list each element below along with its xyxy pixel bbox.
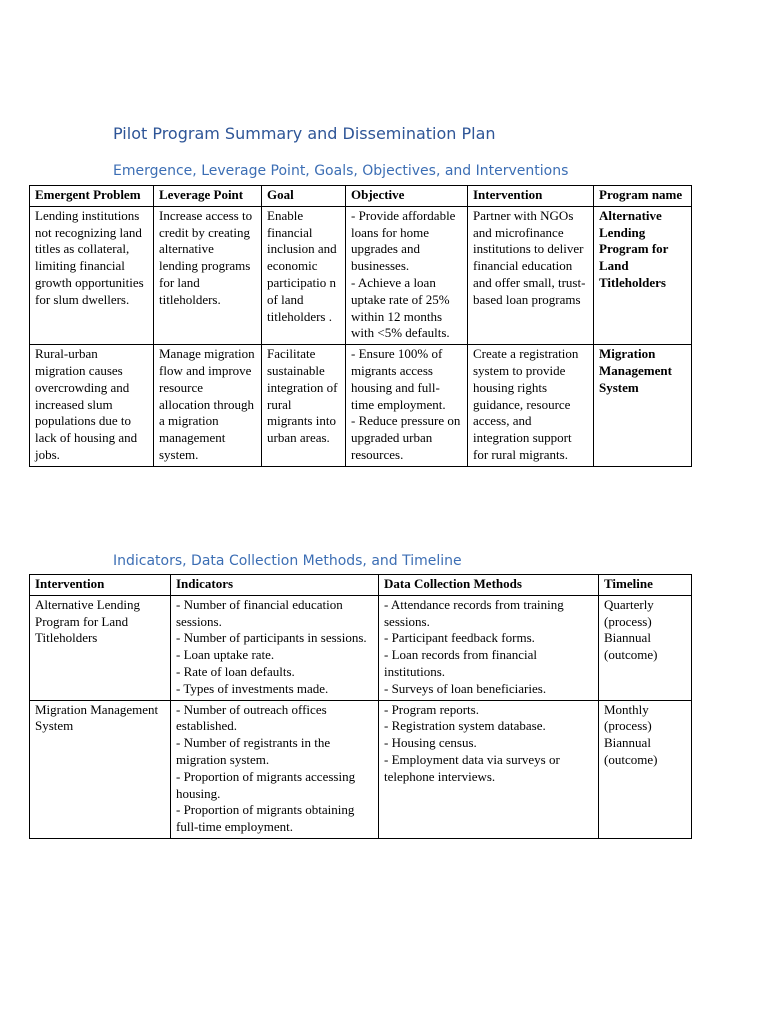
cell-methods: - Program reports. - Registration system database. - Housing census. - Employment data via surveys or telephone interviews. — [379, 700, 599, 838]
cell-methods: - Attendance records from training sessions. - Participant feedback forms. - Loan records from financial institutions. - Surveys of loan beneficiaries. — [379, 595, 599, 700]
cell-intervention: Alternative Lending Program for Land Titleholders — [30, 595, 171, 700]
cell-intervention: Partner with NGOs and microfinance institutions to deliver financial education and offer small, trust-based loan programs — [468, 206, 594, 344]
interventions-table — [29, 185, 692, 467]
table-header-row — [30, 186, 692, 207]
column-header: Emergent Problem — [30, 186, 154, 207]
column-header: Program name — [594, 186, 692, 207]
cell-leverage: Manage migration flow and improve resource allocation through a migration management system. — [154, 345, 262, 467]
cell-timeline: Quarterly (process) Biannual (outcome) — [599, 595, 692, 700]
indicators-table — [29, 574, 692, 839]
cell-goal: Facilitate sustainable integration of rural migrants into urban areas. — [262, 345, 346, 467]
cell-intervention: Migration Management System — [30, 700, 171, 838]
cell-intervention: Create a registration system to provide housing rights guidance, resource access, and integration support for rural migrants. — [468, 345, 594, 467]
cell-problem: Lending institutions not recognizing land titles as collateral, limiting financial growth opportunities for slum dwellers. — [30, 206, 154, 344]
column-header: Timeline — [599, 575, 692, 596]
column-header: Data Collection Methods — [379, 575, 599, 596]
table-row — [30, 345, 692, 467]
table-header-row — [30, 575, 692, 596]
column-header: Goal — [262, 186, 346, 207]
column-header: Indicators — [171, 575, 379, 596]
table-row — [30, 206, 692, 344]
column-header: Objective — [346, 186, 468, 207]
cell-objective: - Provide affordable loans for home upgrades and businesses. - Achieve a loan uptake rate of 25% within 12 months with <5% defaults. — [346, 206, 468, 344]
cell-leverage: Increase access to credit by creating alternative lending programs for land titleholders. — [154, 206, 262, 344]
column-header: Intervention — [468, 186, 594, 207]
table-row — [30, 700, 692, 838]
table-row — [30, 595, 692, 700]
cell-objective: - Ensure 100% of migrants access housing and full-time employment. - Reduce pressure on upgraded urban resources. — [346, 345, 468, 467]
cell-timeline: Monthly (process) Biannual (outcome) — [599, 700, 692, 838]
section-heading-indicators: Indicators, Data Collection Methods, and Timeline — [113, 553, 462, 569]
cell-problem: Rural-urban migration causes overcrowding and increased slum populations due to lack of housing and jobs. — [30, 345, 154, 467]
column-header: Intervention — [30, 575, 171, 596]
cell-goal: Enable financial inclusion and economic participatio n of land titleholders . — [262, 206, 346, 344]
cell-program-name: Alternative Lending Program for Land Titleholders — [594, 206, 692, 344]
cell-indicators: - Number of outreach offices established. - Number of registrants in the migration system. - Proportion of migrants accessing housing. - Proportion of migrants obtaining full-time employment. — [171, 700, 379, 838]
column-header: Leverage Point — [154, 186, 262, 207]
cell-indicators: - Number of financial education sessions. - Number of participants in sessions. - Loan uptake rate. - Rate of loan defaults. - Types of investments made. — [171, 595, 379, 700]
document-title: Pilot Program Summary and Dissemination Plan — [113, 124, 496, 143]
cell-program-name: Migration Management System — [594, 345, 692, 467]
section-heading-interventions: Emergence, Leverage Point, Goals, Objectives, and Interventions — [113, 163, 569, 179]
